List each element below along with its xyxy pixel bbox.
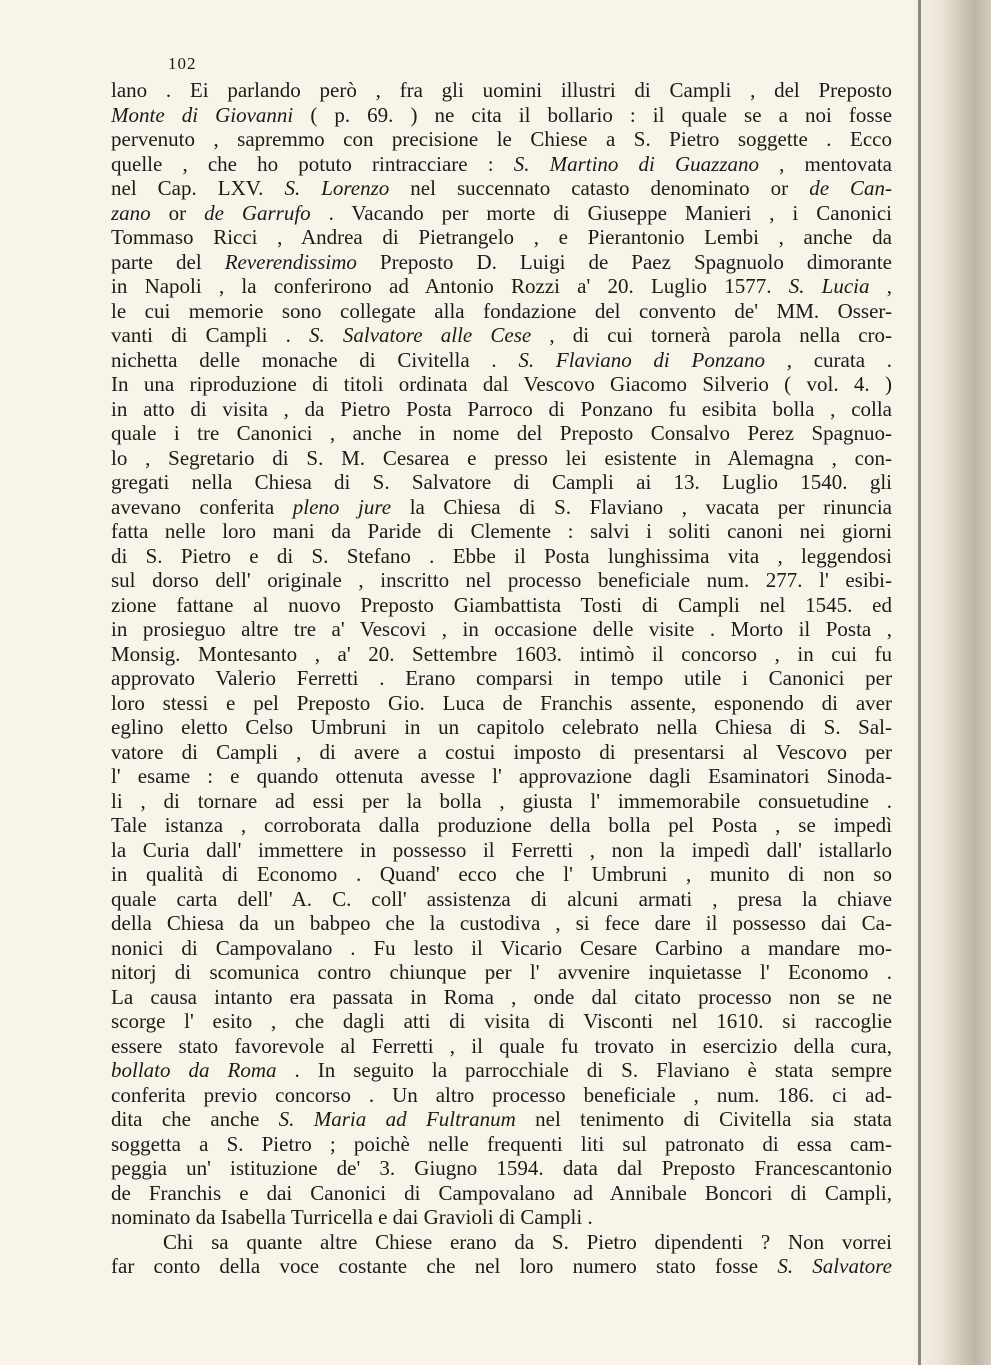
- text-run: de Franchis e dai Canonici di Campovalano ad Annibale Boncori di Campli,: [111, 1180, 892, 1205]
- italic-text-run: de Can-: [809, 176, 892, 200]
- text-line: [111, 495, 892, 520]
- text-line: [111, 1034, 892, 1059]
- text-line: [111, 862, 892, 887]
- text-line: [111, 225, 892, 250]
- text-line: [111, 1083, 892, 1108]
- italic-text-run: S. Salvatore: [777, 1254, 892, 1278]
- text-line: [111, 1254, 892, 1279]
- text-run: . In seguito la parrocchiale di S. Flaviano è stata sempre: [276, 1058, 892, 1082]
- text-run: vanti di Campli .: [111, 323, 309, 347]
- text-line: [111, 740, 892, 765]
- text-run: quale carta dell' A. C. coll' assistenza di alcuni armati , presa la chiave: [111, 886, 892, 911]
- body-text: [111, 78, 892, 1279]
- text-run: Tommaso Ricci , Andrea di Pietrangelo , e Pierantonio Lembi , anche da: [111, 225, 892, 249]
- page-edge-line: [918, 0, 921, 1365]
- text-line: [111, 397, 892, 422]
- text-run: della Chiesa da un babpeo che la custodiva , si fece dare il possesso dai Ca-: [111, 911, 892, 935]
- text-line: [111, 936, 892, 961]
- text-line: [111, 1132, 892, 1157]
- text-run: lo , Segretario di S. M. Cesarea e presso lei esistente in Alemagna , con-: [111, 445, 892, 470]
- text-line: [111, 1058, 892, 1083]
- text-run: nichetta delle monache di Civitella .: [111, 347, 519, 372]
- text-run: peggia un' istituzione de' 3. Giugno 1594. data dal Preposto Francescantonio: [111, 1156, 892, 1180]
- text-line: [111, 372, 892, 397]
- text-line: [111, 176, 892, 201]
- text-run: quelle , che ho potuto rintracciare :: [111, 151, 514, 176]
- text-line: [111, 152, 892, 177]
- italic-text-run: S. Salvatore alle Cese: [309, 323, 532, 347]
- text-run: soggetta a S. Pietro ; poichè nelle frequenti liti sul patronato di essa cam-: [111, 1131, 892, 1156]
- italic-text-run: S. Maria ad Fultranum: [278, 1107, 516, 1131]
- text-run: far conto della voce costante che nel loro numero stato fosse: [111, 1254, 778, 1278]
- text-run: di S. Pietro e di S. Stefano . Ebbe il Posta lunghissima vita , leggendosi: [111, 543, 892, 568]
- text-line: [111, 519, 892, 544]
- text-line: [111, 421, 892, 446]
- text-run: Preposto D. Luigi de Paez Spagnuolo dimorante: [356, 249, 892, 274]
- text-run: Chi sa quante altre Chiese erano da S. Pietro dipendenti ? Non vorrei: [163, 1229, 892, 1254]
- text-run: quale i tre Canonici , anche in nome del Preposto Consalvo Perez Spagnuo-: [111, 421, 892, 445]
- text-line: [111, 250, 892, 275]
- text-run: parte del: [111, 249, 225, 274]
- text-run: nonici di Campovalano . Fu lesto il Vicario Cesare Carbino a mandare mo-: [111, 935, 892, 960]
- text-line: [111, 764, 892, 789]
- text-line: [111, 593, 892, 618]
- italic-text-run: S. Martino di Guazzano: [513, 151, 760, 176]
- text-run: . Vacando per morte di Giuseppe Manieri , i Canonici: [310, 200, 892, 225]
- text-run: nel succennato catasto denominato or: [389, 176, 810, 200]
- text-line: [111, 544, 892, 569]
- text-line: [111, 1205, 892, 1230]
- text-run: in prosieguo altre tre a' Vescovi , in occasione delle visite . Morto il Posta ,: [111, 617, 892, 641]
- text-run: la Chiesa di S. Flaviano , vacata per rinuncia: [391, 494, 892, 519]
- text-run: fatta nelle loro mani da Paride di Clemente : salvi i soliti canoni nei giorni: [111, 519, 892, 543]
- italic-text-run: zano: [111, 200, 151, 225]
- italic-text-run: S. Lorenzo: [284, 176, 390, 200]
- text-line: [111, 323, 892, 348]
- italic-text-run: Monte di Giovanni: [111, 102, 294, 127]
- text-run: la Curia dall' immettere in possesso il Ferretti , non la impedì dall' istallarlo: [111, 837, 892, 862]
- text-line: [111, 78, 892, 103]
- text-line: [111, 617, 892, 642]
- text-run: l' esame : e quando ottenuta avesse l' approvazione dagli Esaminatori Sinoda-: [111, 764, 892, 788]
- text-line: [111, 642, 892, 667]
- text-line: [111, 985, 892, 1010]
- text-run: li , di tornare ad essi per la bolla , giusta l' immemorabile consuetudine .: [111, 788, 892, 813]
- text-line: [111, 348, 892, 373]
- text-line: [111, 446, 892, 471]
- text-run: nel Cap. LXV.: [111, 176, 285, 200]
- text-run: conferita previo concorso . Un altro processo beneficiale , num. 186. ci ad-: [111, 1082, 892, 1107]
- book-spine-shadow: [913, 0, 991, 1365]
- text-line: [111, 691, 892, 716]
- text-run: , di cui tornerà parola nella cro-: [531, 323, 892, 347]
- text-run: , mentovata: [759, 151, 892, 176]
- text-run: , curata .: [765, 347, 892, 372]
- text-line: [111, 813, 892, 838]
- text-line: [111, 274, 892, 299]
- text-line: [111, 103, 892, 128]
- italic-text-run: bollato da Roma: [111, 1058, 277, 1082]
- text-line: [111, 568, 892, 593]
- italic-text-run: Reverendissimo: [224, 249, 357, 274]
- text-line: [111, 715, 892, 740]
- text-line: [111, 1181, 892, 1206]
- text-run: Tale istanza , corroborata dalla produzione della bolla pel Posta , se impedì: [111, 813, 892, 837]
- text-run: dita che anche: [111, 1107, 279, 1131]
- text-line: [111, 789, 892, 814]
- text-run: essere stato favorevole al Ferretti , il quale fu trovato in esercizio della cura,: [111, 1033, 892, 1058]
- text-line: [111, 1107, 892, 1132]
- text-line: [111, 911, 892, 936]
- text-run: ( p. 69. ) ne cita il bollario : il quale se a noi fosse: [293, 102, 892, 127]
- text-run: In una riproduzione di titoli ordinata dal Vescovo Giacomo Silverio ( vol. 4. ): [111, 372, 892, 396]
- text-line: [111, 960, 892, 985]
- text-run: vatore di Campli , di avere a costui imposto di presentarsi al Vescovo per: [111, 739, 892, 764]
- text-line: [111, 838, 892, 863]
- text-run: avevano conferita: [111, 494, 293, 519]
- text-run: sul dorso dell' originale , inscritto nel processo beneficiale num. 277. l' esibi-: [111, 568, 892, 592]
- text-line: [111, 299, 892, 324]
- text-run: or: [150, 200, 205, 225]
- italic-text-run: de Garrufo: [204, 200, 311, 225]
- text-run: La causa intanto era passata in Roma , onde dal citato processo non se ne: [111, 984, 892, 1009]
- text-run: approvato Valerio Ferretti . Erano comparsi in tempo utile i Canonici per: [111, 666, 892, 690]
- text-run: zione fattane al nuovo Preposto Giambattista Tosti di Campli nel 1545. ed: [111, 592, 892, 617]
- text-line: [111, 470, 892, 495]
- text-run: nominato da Isabella Turricella e dai Gravioli di Campli .: [111, 1205, 593, 1229]
- text-line: [111, 1009, 892, 1034]
- text-run: in qualità di Economo . Quand' ecco che l' Umbruni , munito di non so: [111, 862, 892, 886]
- text-run: gregati nella Chiesa di S. Salvatore di Campli ai 13. Luglio 1540. gli: [111, 470, 892, 494]
- text-run: in atto di visita , da Pietro Posta Parroco di Ponzano fu esibita bolla , colla: [111, 396, 892, 421]
- text-run: scorge l' esito , che dagli atti di visita di Visconti nel 1610. si raccoglie: [111, 1009, 892, 1033]
- text-run: nel tenimento di Civitella sia stata: [515, 1107, 892, 1131]
- text-run: le cui memorie sono collegate alla fondazione del convento de' MM. Osser-: [111, 298, 892, 323]
- text-run: in Napoli , la conferirono ad Antonio Rozzi a' 20. Luglio 1577.: [111, 274, 789, 298]
- text-run: lano . Ei parlando però , fra gli uomini illustri di Campli , del Preposto: [111, 78, 892, 102]
- text-run: loro stessi e pel Preposto Gio. Luca de Franchis assente, esponendo di aver: [111, 690, 892, 715]
- text-run: eglino eletto Celso Umbruni in un capitolo celebrato nella Chiesa di S. Sal-: [111, 715, 892, 739]
- italic-text-run: S. Flaviano di Ponzano: [518, 347, 765, 372]
- text-line: [111, 127, 892, 152]
- text-line: [111, 887, 892, 912]
- text-line: [111, 201, 892, 226]
- text-line: [111, 1230, 892, 1255]
- text-run: pervenuto , sapremmo con precisione le Chiese a S. Pietro soggette . Ecco: [111, 127, 892, 151]
- page-number: 102: [168, 54, 197, 73]
- text-run: nitorj di scomunica contro chiunque per l' avvenire inquietasse l' Economo .: [111, 960, 892, 984]
- text-line: [111, 666, 892, 691]
- italic-text-run: pleno jure: [292, 494, 392, 519]
- text-line: [111, 1156, 892, 1181]
- italic-text-run: S. Lucia: [788, 274, 870, 298]
- text-run: ,: [869, 274, 892, 298]
- text-run: Monsig. Montesanto , a' 20. Settembre 1603. intimò il concorso , in cui fu: [111, 641, 892, 666]
